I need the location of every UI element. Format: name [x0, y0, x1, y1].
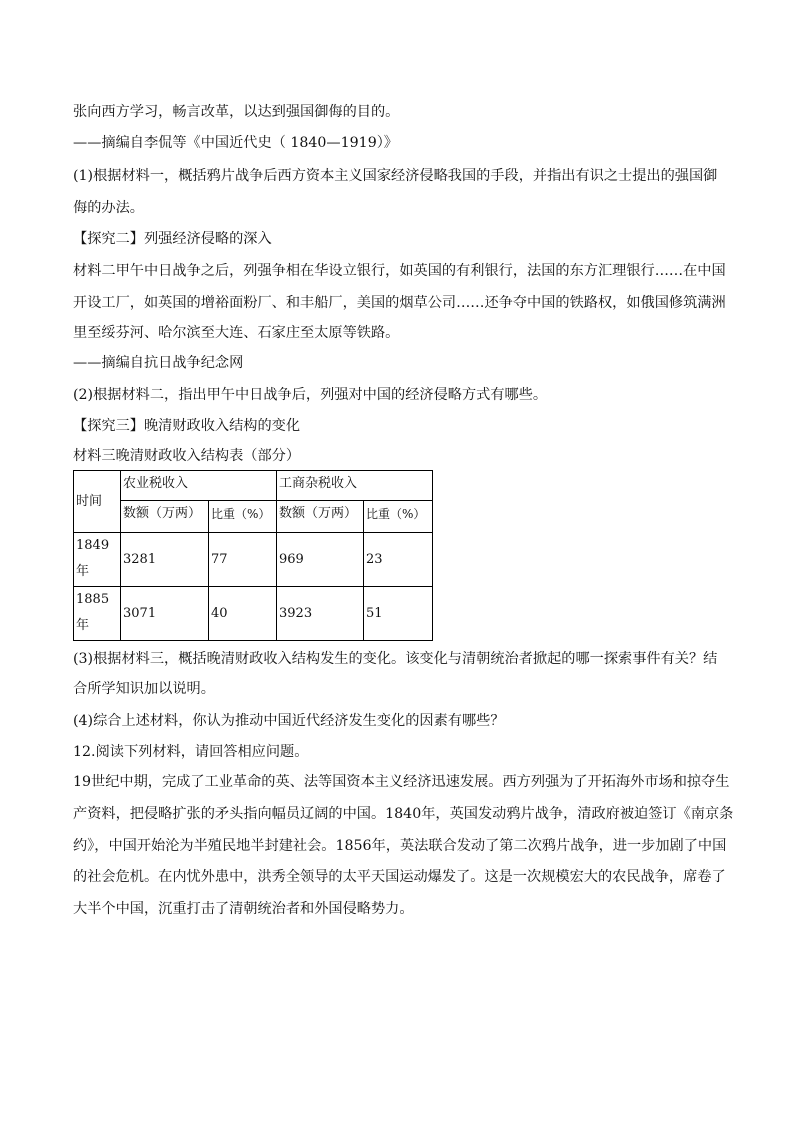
paragraph-intro-end: 张向西方学习，畅言改革，以达到强国御侮的目的。 — [73, 104, 400, 120]
question-1-line-2: 侮的办法。 — [73, 200, 144, 216]
explore-2-heading: 【探究二】列强经济侵略的深入 — [73, 231, 272, 247]
question-12-heading: 12.阅读下列材料，请回答相应问题。 — [73, 744, 309, 760]
table-header-row-1 — [74, 471, 433, 501]
material-2-line-1: 材料二甲午中日战争之后，列强争相在华设立银行，如英国的有利银行，法国的东方汇理银行……在中国 — [73, 263, 726, 279]
commerce-amount-cell: 969 — [277, 533, 364, 587]
commerce-ratio-header-cell: 比重（%） — [364, 501, 433, 533]
agri-amount-header-cell: 数额（万两） — [121, 501, 209, 533]
fiscal-revenue-table — [73, 470, 433, 641]
time-header-cell: 时间 — [74, 471, 121, 533]
agri-tax-header-cell: 农业税收入 — [121, 471, 277, 501]
material-2-line-2: 开设工厂，如英国的增裕面粉厂、和丰船厂，美国的烟草公司……还争夺中国的铁路权，如俄国修筑满洲 — [73, 295, 726, 311]
table-header-row-2 — [74, 501, 433, 533]
material-2-line-3: 里至绥芬河、哈尔滨至大连、石家庄至太原等铁路。 — [73, 325, 400, 341]
year-cell: 1885年 — [74, 587, 121, 641]
agri-amount-cell: 3281 — [121, 533, 209, 587]
question-3-line-1: (3)根据材料三，概括晚清财政收入结构发生的变化。该变化与清朝统治者掀起的哪一探索事件有关？结 — [73, 651, 718, 667]
agri-ratio-cell: 40 — [209, 587, 277, 641]
source-citation-2: ——摘编自抗日战争纪念网 — [73, 355, 244, 371]
passage-12-line-2: 产资料，把侵略扩张的矛头指向幅员辽阔的中国。1840年，英国发动鸦片战争，清政府被迫签订《南京条 — [73, 806, 734, 822]
agri-amount-cell: 3071 — [121, 587, 209, 641]
material-3-title: 材料三晚清财政收入结构表（部分） — [73, 448, 301, 464]
passage-12-line-5: 大半个中国，沉重打击了清朝统治者和外国侵略势力。 — [73, 901, 414, 917]
commerce-amount-header-cell: 数额（万两） — [277, 501, 364, 533]
commerce-tax-header-cell: 工商杂税收入 — [277, 471, 433, 501]
table-row — [74, 587, 433, 641]
question-4: (4)综合上述材料，你认为推动中国近代经济发生变化的因素有哪些？ — [73, 713, 505, 729]
passage-12-line-1: 19世纪中期，完成了工业革命的英、法等国资本主义经济迅速发展。西方列强为了开拓海外市场和掠夺生 — [73, 774, 730, 790]
commerce-ratio-cell: 23 — [364, 533, 433, 587]
source-citation-1: ——摘编自李侃等《中国近代史（ 1840—1919）》 — [73, 135, 398, 151]
table-row — [74, 533, 433, 587]
agri-ratio-header-cell: 比重（%） — [209, 501, 277, 533]
passage-12-line-4: 的社会危机。在内忧外患中，洪秀全领导的太平天国运动爆发了。这是一次规模宏大的农民战争，席卷了 — [73, 869, 726, 885]
commerce-amount-cell: 3923 — [277, 587, 364, 641]
year-cell: 1849年 — [74, 533, 121, 587]
passage-12-line-3: 约》，中国开始沦为半殖民地半封建社会。1856年，英法联合发动了第二次鸦片战争，进一步加剧了中国 — [73, 838, 727, 854]
commerce-ratio-cell: 51 — [364, 587, 433, 641]
question-2: (2)根据材料二，指出甲午中日战争后，列强对中国的经济侵略方式有哪些。 — [73, 387, 548, 403]
agri-ratio-cell: 77 — [209, 533, 277, 587]
explore-3-heading: 【探究三】晚清财政收入结构的变化 — [73, 418, 301, 434]
question-3-line-2: 合所学知识加以说明。 — [73, 681, 215, 697]
question-1-line-1: (1)根据材料一，概括鸦片战争后西方资本主义国家经济侵略我国的手段，并指出有识之士提出的强国御 — [73, 168, 718, 184]
